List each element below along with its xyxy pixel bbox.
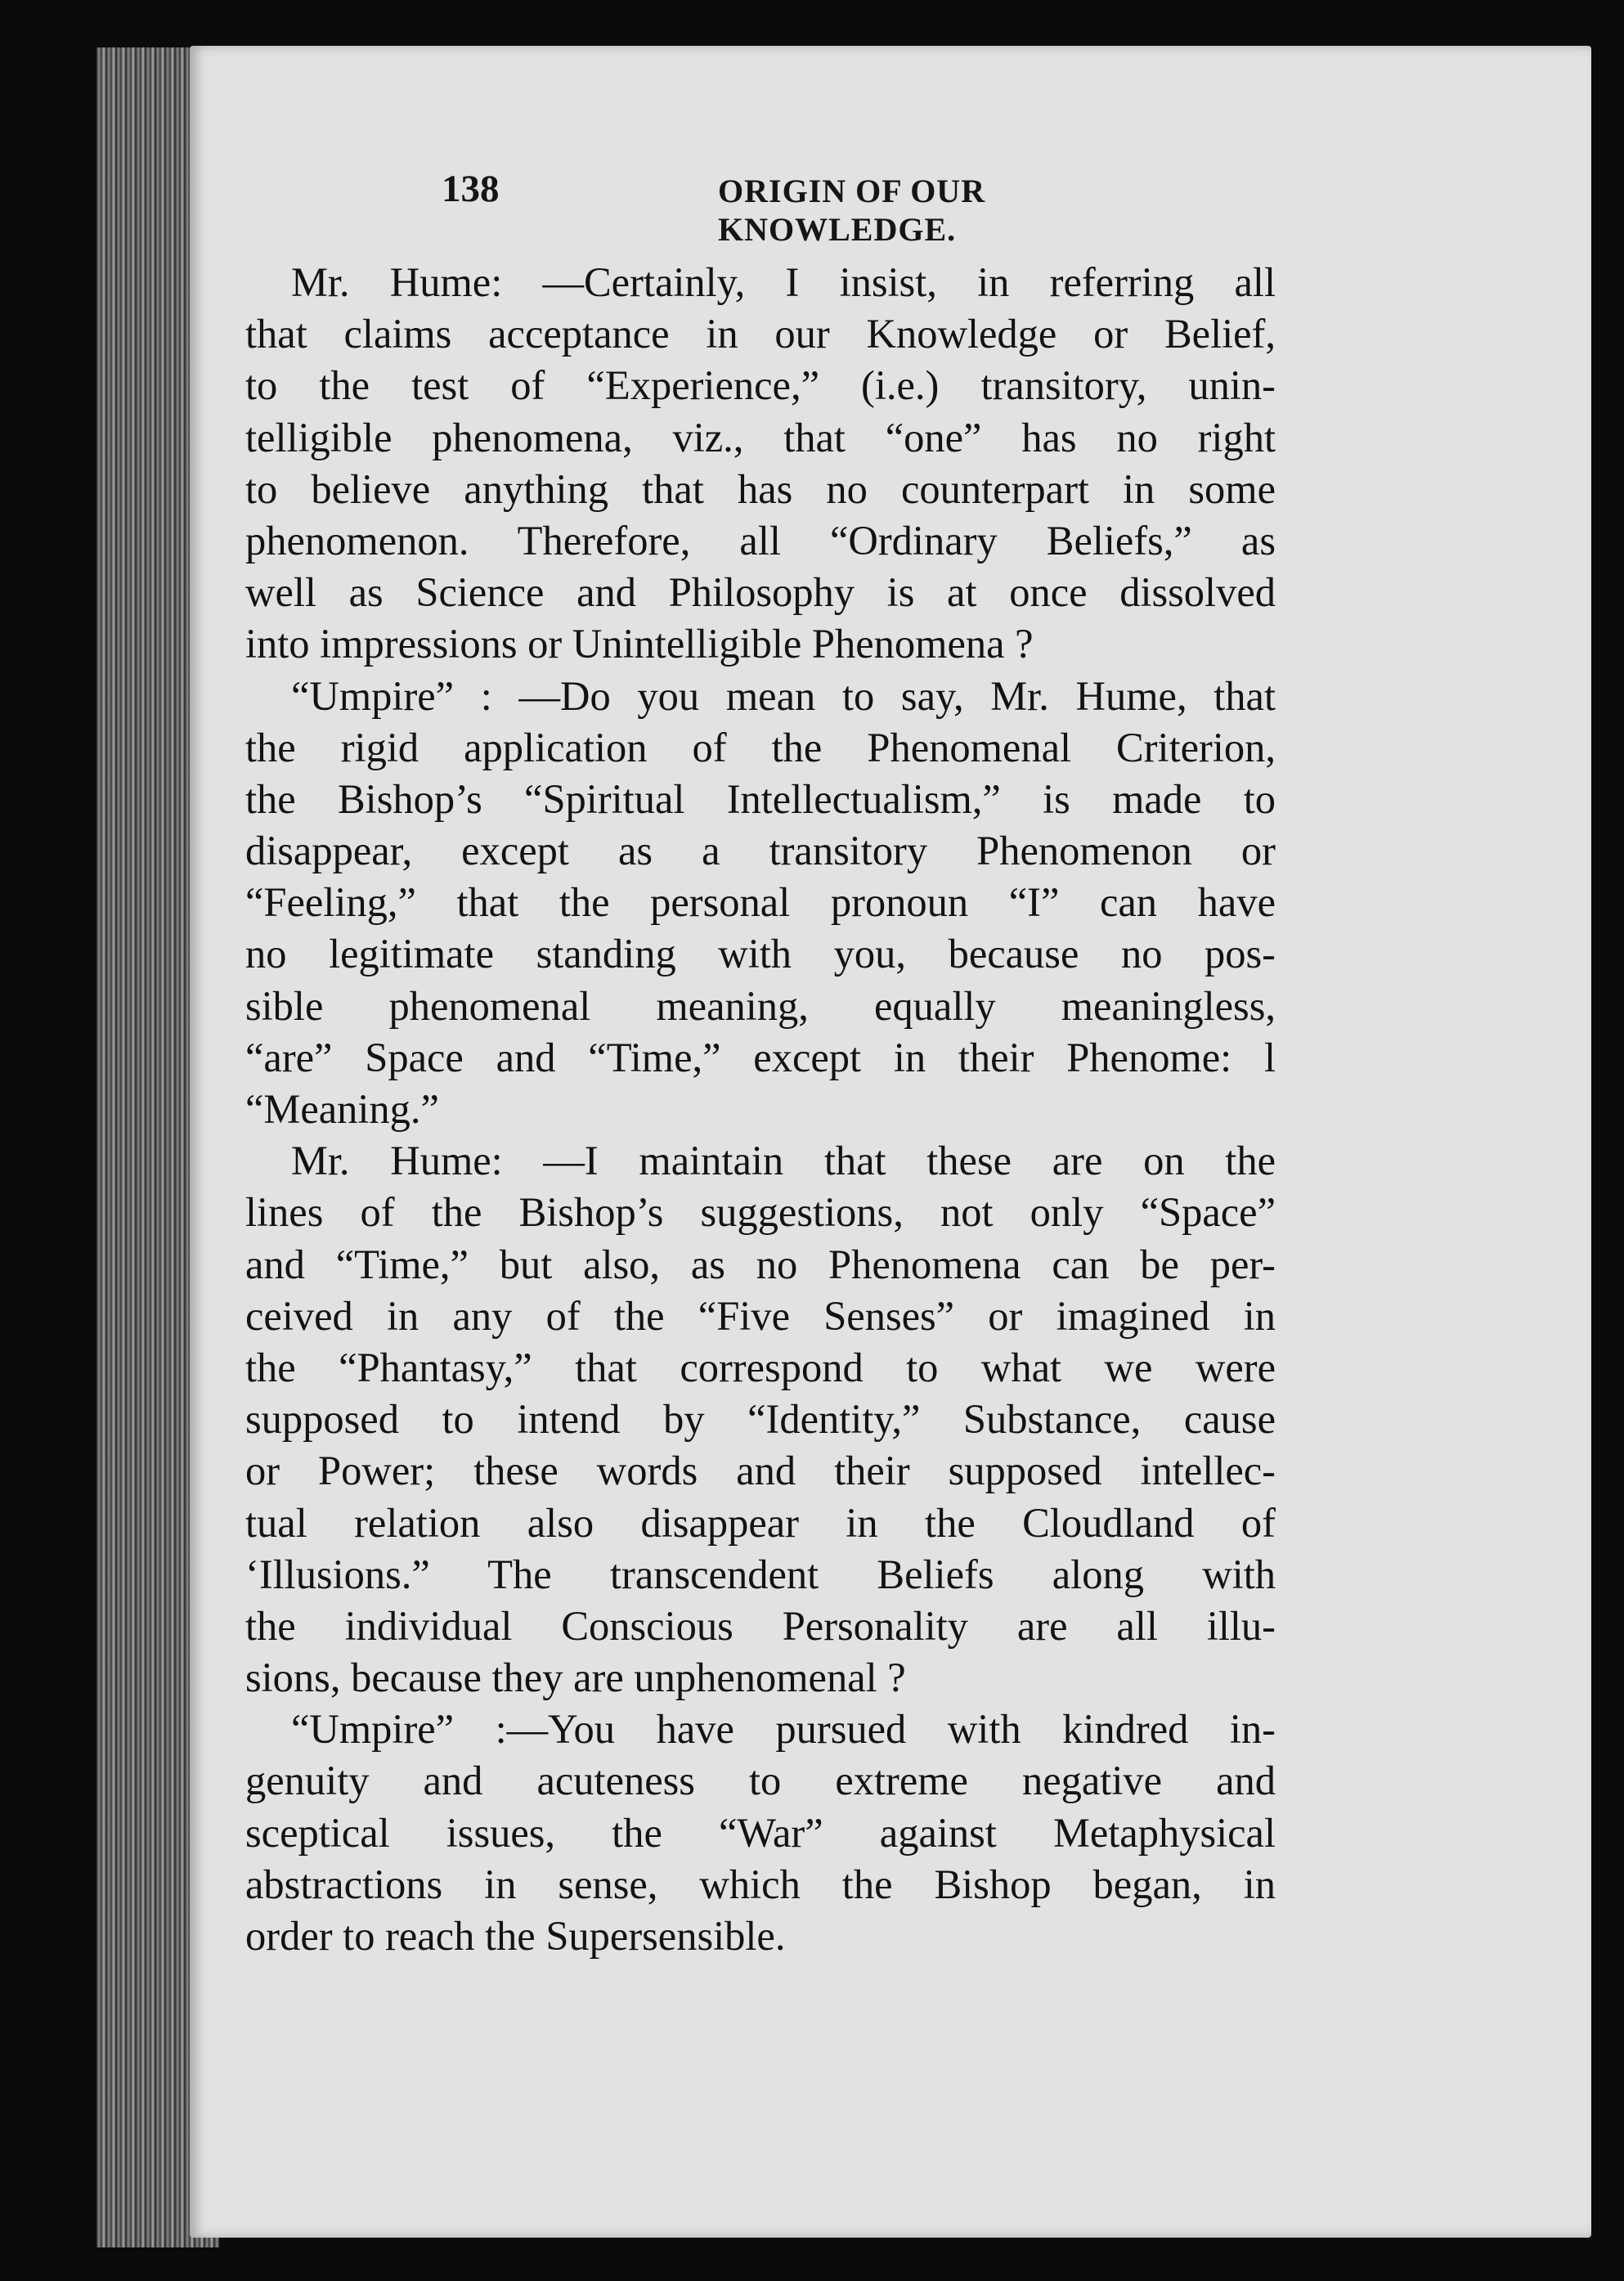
text-line: the “Phantasy,” that correspond to what we were <box>245 1344 1276 1390</box>
text-line: sible phenomenal meaning, equally meaningless, <box>245 982 1276 1029</box>
text-line: the Bishop’s “Spiritual Intellectualism,” is made to <box>245 775 1276 822</box>
text-line: phenomenon. Therefore, all “Ordinary Beliefs,” as <box>245 517 1276 564</box>
text-line: tual relation also disappear in the Cloudland of <box>245 1499 1276 1546</box>
text-line: supposed to intend by “Identity,” Substance, cause <box>245 1396 1276 1443</box>
text-line: disappear, except as a transitory Phenomenon or <box>245 828 1276 874</box>
text-line: sions, because they are unphenomenal ? <box>245 1655 906 1701</box>
page-number: 138 <box>442 168 500 210</box>
text-line: the individual Conscious Personality are all illu- <box>245 1602 1276 1649</box>
text-line: that claims acceptance in our Knowledge or Belief, <box>245 311 1276 357</box>
text-line: the rigid application of the Phenomenal Criterion, <box>245 724 1276 770</box>
text-line: to believe anything that has no counterpart in some <box>245 465 1276 512</box>
text-line: genuity and acuteness to extreme negative and <box>245 1758 1276 1804</box>
text-line: ‘Illusions.” The transcendent Beliefs along with <box>245 1551 1276 1597</box>
body-text <box>245 257 1276 1962</box>
text-line: “Meaning.” <box>245 1086 439 1132</box>
text-line: “Umpire” :—You have pursued with kindred in- <box>291 1706 1276 1753</box>
text-line: abstractions in sense, which the Bishop began, in <box>245 1861 1276 1907</box>
text-line: or Power; these words and their supposed intellec- <box>245 1448 1276 1494</box>
page-header <box>245 167 1227 265</box>
text-line: “are” Space and “Time,” except in their Phenome: l <box>245 1034 1276 1080</box>
text-line: telligible phenomena, viz., that “one” has no right <box>245 414 1276 460</box>
text-line: order to reach the Supersensible. <box>245 1913 786 1959</box>
text-line: Mr. Hume: —Certainly, I insist, in referring all <box>291 259 1276 305</box>
text-line: sceptical issues, the “War” against Metaphysical <box>245 1809 1276 1856</box>
text-line: into impressions or Unintelligible Phenomena ? <box>245 621 1034 667</box>
running-title: ORIGIN OF OUR KNOWLEDGE. <box>718 173 986 248</box>
text-line: and “Time,” but also, as no Phenomena can be per- <box>245 1241 1276 1287</box>
text-line: Mr. Hume: —I maintain that these are on the <box>291 1138 1276 1184</box>
text-line: to the test of “Experience,” (i.e.) transitory, unin- <box>245 362 1276 409</box>
text-line: no legitimate standing with you, because no pos- <box>245 931 1276 977</box>
text-line: “Umpire” : —Do you mean to say, Mr. Hume, that <box>291 672 1276 719</box>
text-line: ceived in any of the “Five Senses” or imagined in <box>245 1292 1276 1339</box>
text-line: “Feeling,” that the personal pronoun “I” can have <box>245 879 1276 926</box>
text-line: lines of the Bishop’s suggestions, not only “Space” <box>245 1189 1276 1236</box>
text-line: well as Science and Philosophy is at once dissolved <box>245 569 1276 616</box>
